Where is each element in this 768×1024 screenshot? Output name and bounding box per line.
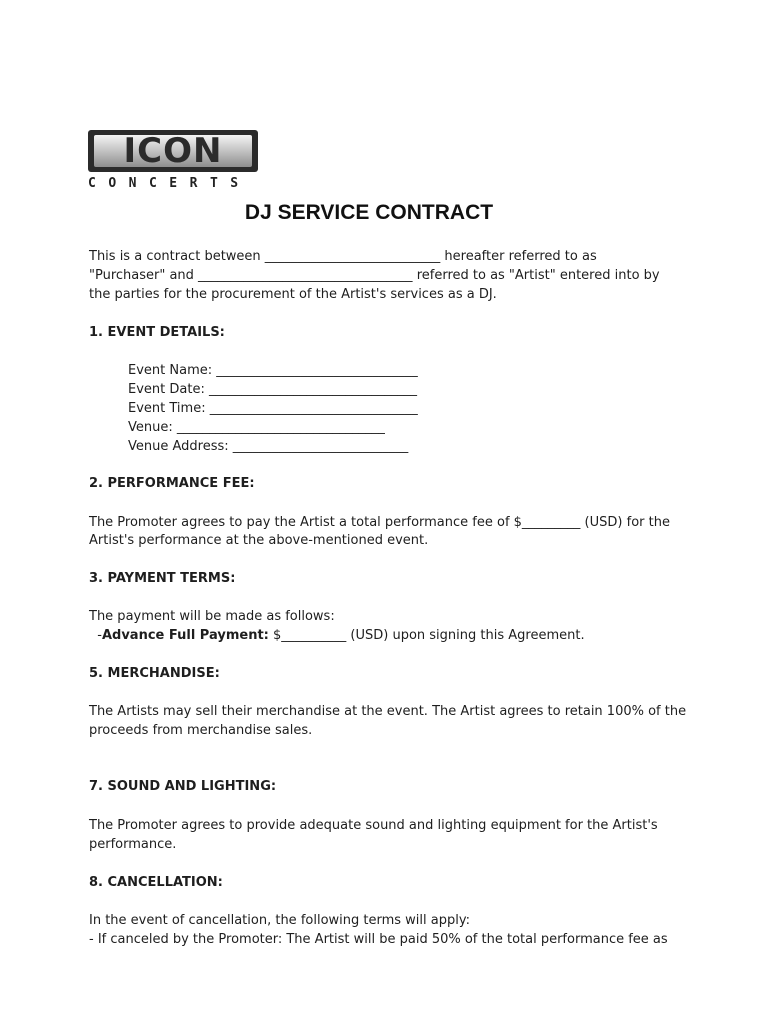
merchandise-line-1: The Artists may sell their merchandise at the event. The Artist agrees to retain 100% of the bbox=[89, 704, 687, 719]
section-heading-event-details: 1. EVENT DETAILS: bbox=[89, 325, 225, 340]
payment-item-prefix: - bbox=[89, 628, 102, 643]
intro-line-1: This is a contract between ___________________________ hereafter referred to as bbox=[89, 249, 597, 264]
payment-terms-item bbox=[89, 626, 585, 645]
field-event-time: Event Time: ________________________________ bbox=[128, 401, 418, 416]
sound-lighting-line-2: performance. bbox=[89, 837, 177, 852]
payment-item-label: Advance Full Payment: bbox=[101, 628, 269, 643]
cancellation-line-2: - If canceled by the Promoter: The Artist will be paid 50% of the total performance fee as bbox=[89, 932, 668, 947]
field-event-date: Event Date: ________________________________ bbox=[128, 382, 417, 397]
payment-item-text: $__________ (USD) upon signing this Agreement. bbox=[268, 628, 585, 643]
section-heading-performance-fee: 2. PERFORMANCE FEE: bbox=[89, 476, 255, 491]
field-venue-address: Venue Address: ___________________________ bbox=[128, 439, 409, 454]
cancellation-line-1: In the event of cancellation, the following terms will apply: bbox=[89, 913, 470, 928]
performance-fee-line-2: Artist's performance at the above-mentioned event. bbox=[89, 533, 429, 548]
section-heading-payment-terms: 3. PAYMENT TERMS: bbox=[89, 571, 236, 586]
icon-concerts-logo bbox=[88, 130, 260, 194]
logo-word: ICON bbox=[94, 135, 252, 167]
sound-lighting-line-1: The Promoter agrees to provide adequate sound and lighting equipment for the Artist's bbox=[89, 818, 658, 833]
logo-badge bbox=[88, 130, 258, 172]
payment-terms-line-1: The payment will be made as follows: bbox=[89, 609, 335, 624]
logo-subtitle: CONCERTS bbox=[88, 176, 251, 191]
field-venue: Venue: ________________________________ bbox=[128, 420, 385, 435]
intro-line-2: "Purchaser" and _________________________________ referred to as "Artist" entered into by bbox=[89, 268, 660, 283]
document-title: DJ SERVICE CONTRACT bbox=[244, 201, 494, 224]
performance-fee-line-1: The Promoter agrees to pay the Artist a total performance fee of $_________ (USD) for the bbox=[89, 515, 670, 530]
intro-line-3: the parties for the procurement of the Artist's services as a DJ. bbox=[89, 287, 497, 302]
merchandise-line-2: proceeds from merchandise sales. bbox=[89, 723, 313, 738]
section-heading-sound-lighting: 7. SOUND AND LIGHTING: bbox=[89, 779, 277, 794]
section-heading-cancellation: 8. CANCELLATION: bbox=[89, 875, 223, 890]
field-event-name: Event Name: _______________________________ bbox=[128, 363, 418, 378]
section-heading-merchandise: 5. MERCHANDISE: bbox=[89, 666, 220, 681]
